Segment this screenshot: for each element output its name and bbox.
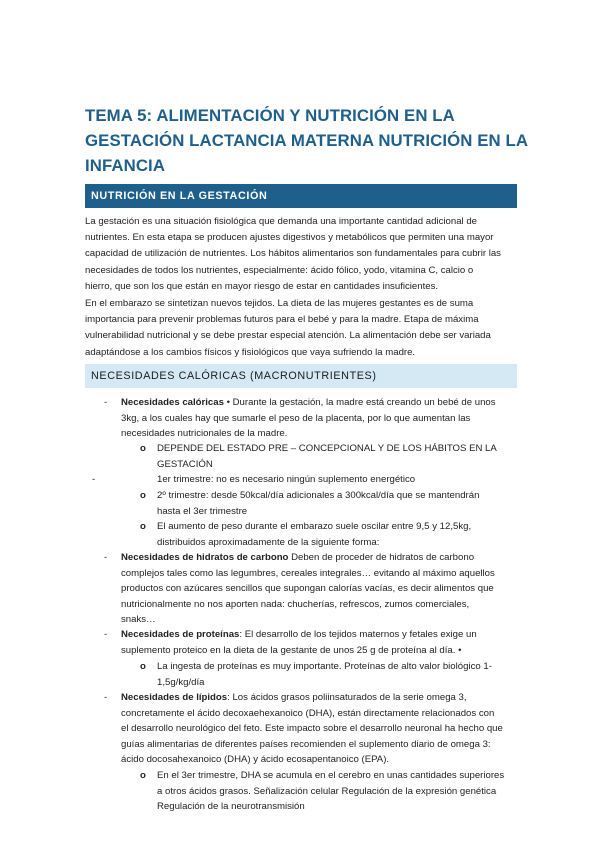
list-circle: o — [140, 521, 146, 532]
sub-item-text: a otros ácidos grasos. Señalización celular Regulación de la expresión genética — [157, 785, 497, 797]
list-dash: - — [104, 629, 108, 640]
paragraph-embarazo — [85, 296, 517, 361]
item-label: Necesidades calóricas — [121, 397, 224, 408]
item-text-line: suplemento proteico en la dieta de la gestante de unos 25 g de proteína al día. • — [121, 644, 462, 656]
item-text-line: concretamente el ácido decoxaehexanoico (DHA), están directamente relacionados con — [121, 707, 495, 719]
item-text-line: necesidades nutricionales de la madre. — [121, 428, 288, 439]
item-text-line: 3kg, a los cuales hay que sumarle el peso de la placenta, por lo que aumentan las — [121, 412, 471, 424]
item-text-line: productos con azúcares sencillos que supongan calorías vacías, es decir alimentos que — [121, 583, 494, 594]
paragraph-line: importancia para prevenir problemas futuros para el bebé y para la madre. Etapa de máxima — [85, 314, 479, 326]
page-title — [85, 103, 529, 178]
list-dash: - — [92, 474, 96, 485]
item-text-line: complejos tales como las legumbres, cereales integrales… evitando al máximo aquellos — [121, 567, 495, 579]
paragraph-line: vulnerabilidad nutricional y se debe prestar especial atención. La alimentación debe ser variada — [85, 330, 491, 342]
list-circle: o — [140, 443, 146, 454]
sub-item-text: La ingesta de proteínas es muy importante. Proteínas de alto valor biológico 1- — [157, 661, 492, 672]
list-circle: o — [140, 490, 146, 501]
sub-item-text: Regulación de la neurotransmisión — [157, 801, 305, 812]
subsection-heading: NECESIDADES CALÓRICAS (MACRONUTRIENTES) — [85, 364, 517, 388]
sub-item-text: GESTACIÓN — [157, 458, 213, 470]
paragraph-line: hierro, que son los que están en mayor riesgo de estar en cantidades insuficientes. — [85, 280, 439, 292]
sub-item-text: El aumento de peso durante el embarazo suele oscilar entre 9,5 y 12,5kg, — [157, 521, 472, 532]
item-text-line: nutricionalmente no nos aporten nada: chucherías, refrescos, zumos comerciales, — [121, 598, 470, 610]
list-item-lipidos — [121, 690, 467, 706]
title-line-2: GESTACIÓN LACTANCIA MATERNA NUTRICIÓN EN LA — [85, 131, 529, 150]
sub-item-text: En el 3er trimestre, DHA se acumula en el cerebro en unas cantidades superiores — [157, 770, 505, 781]
paragraph-line: capacidad de utilización de nutrientes. Los hábitos alimentarios son fundamentales para cubrir las — [85, 248, 501, 260]
title-line-1: TEMA 5: ALIMENTACIÓN Y NUTRICIÓN EN LA — [85, 106, 455, 125]
item-text: : Los ácidos grasos poliinsaturados de la serie omega 3, — [227, 692, 467, 703]
title-line-3: INFANCIA — [85, 156, 166, 175]
section-heading: NUTRICIÓN EN LA GESTACIÓN — [85, 184, 517, 208]
item-text: Deben de proceder de hidratos de carbono — [288, 552, 475, 563]
paragraph-line: En el embarazo se sintetizan nuevos tejidos. La dieta de las mujeres gestantes es de suma — [85, 298, 474, 309]
paragraph-line: nutrientes. En esta etapa se producen ajustes digestivos y metabólicos que permiten una mayor — [85, 232, 494, 244]
list-item-proteinas — [121, 627, 477, 643]
item-label: Necesidades de lípidos — [121, 692, 228, 703]
list-circle: o — [140, 770, 146, 781]
item-text-line: ácido docosahexanoico (DHA) y ácido ecosapentanoico (EPA). — [121, 754, 390, 765]
sub-item-text: hasta el 3er trimestre — [157, 505, 248, 517]
list-item-calorias — [121, 395, 496, 411]
sub-item-text: 2º trimestre: desde 50kcal/día adicionales a 300kcal/día que se mantendrán — [157, 490, 480, 501]
paragraph-line: adaptándose a los cambios físicos y fisiológicos que vaya sufriendo la madre. — [85, 346, 416, 358]
sub-item-text: 1er trimestre: no es necesario ningún suplemento energético — [157, 474, 416, 485]
list-dash: - — [104, 397, 108, 408]
item-label: Necesidades de hidratos de carbono — [121, 552, 289, 563]
item-text: • Durante la gestación, la madre está creando un bebé de unos — [223, 397, 496, 408]
paragraph-line: necesidades de todos los nutrientes, especialmente: ácido fólico, yodo, vitamina C, calcio o — [85, 264, 474, 276]
sub-item-text: 1,5g/kg/día — [157, 676, 205, 688]
item-label: Necesidades de proteínas — [121, 629, 240, 640]
item-text-line: guías alimentarias de diferentes países recomienden el suplemento diario de omega 3: — [121, 738, 491, 750]
sub-item-text: distribuidos aproximadamente de la siguiente forma: — [157, 536, 380, 548]
sub-item-text: DEPENDE DEL ESTADO PRE – CONCEPCIONAL Y DE LOS HÁBITOS EN LA — [157, 443, 497, 454]
paragraph-line: La gestación es una situación fisiológica que demanda una importante cantidad adicional de — [85, 216, 478, 227]
item-text-line: el desarrollo neurológico del feto. Este impacto sobre el desarrollo neuronal ha hecho que — [121, 723, 503, 734]
list-dash: - — [104, 552, 108, 563]
item-text: : El desarrollo de los tejidos maternos y fetales exige un — [239, 629, 477, 640]
list-item-hidratos — [121, 550, 474, 566]
paragraph-gestacion — [85, 214, 517, 295]
list-circle: o — [140, 661, 146, 672]
item-text-line: snaks… — [121, 614, 156, 625]
list-dash: - — [104, 692, 108, 703]
